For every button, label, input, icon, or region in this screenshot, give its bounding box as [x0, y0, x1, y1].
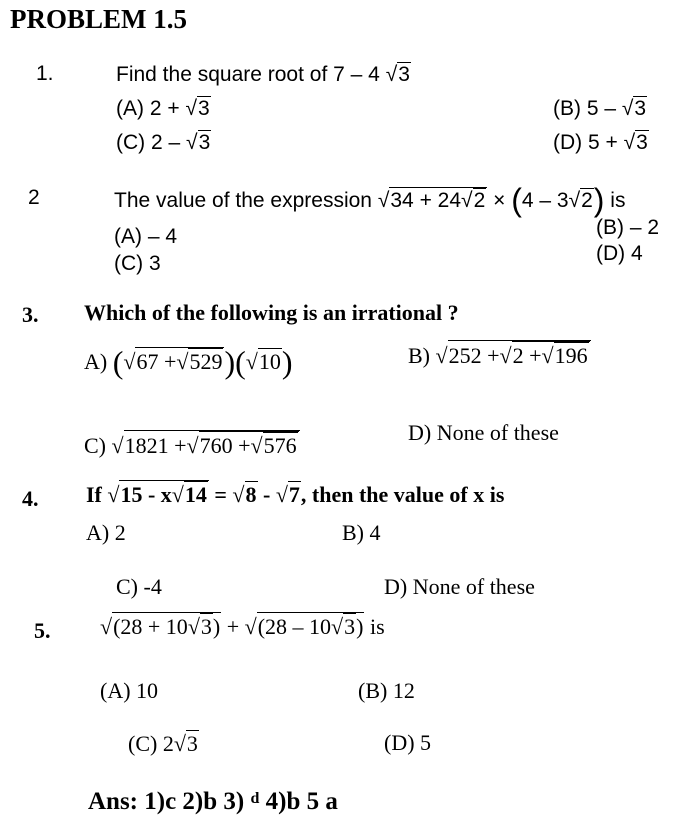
q5-number: 5. — [34, 618, 51, 643]
q4-option-b: B) 4 — [342, 520, 381, 545]
q5-option-c: (C) 2√3 — [128, 731, 198, 756]
q4-option-d: D) None of these — [384, 574, 535, 599]
q2-text: The value of the expression √34 + 24√2 × (4 – 3√2) is — [114, 182, 626, 218]
q3-option-c: C) √1821 +√760 +√576 — [84, 430, 300, 459]
q3-option-d: D) None of these — [408, 420, 559, 445]
q2-expression-radical: √34 + 24√2 — [377, 189, 486, 212]
q2-option-c: (C) 3 — [114, 252, 161, 275]
q1-option-a: (A) 2 + √3 — [116, 97, 210, 120]
q2-option-d: (D) 4 — [596, 242, 643, 265]
answers — [88, 788, 338, 816]
q4-option-a: A) 2 — [86, 520, 126, 545]
q2-text-main: The value of the expression — [114, 189, 372, 212]
q1-text-main: Find the square root of 7 – 4 — [116, 63, 380, 86]
q1-option-b: (B) 5 – √3 — [553, 97, 647, 120]
q5-option-d: (D) 5 — [384, 730, 432, 755]
q4-text: If √15 - x√14 = √8 - √7, then the value of x is — [86, 482, 505, 507]
q3-text: Which of the following is an irrational ? — [84, 300, 459, 325]
q5-option-a: (A) 10 — [100, 678, 159, 703]
q5-text: √(28 + 10√3) + √(28 – 10√3) is — [100, 614, 385, 639]
q1-option-c: (C) 2 – √3 — [116, 131, 211, 154]
q1-radical: √3 — [385, 63, 410, 86]
q4-number: 4. — [22, 486, 39, 511]
answers-part3: 4)b 5 a — [265, 788, 338, 815]
q3-option-b: B) √252 +√2 +√196 — [408, 340, 591, 369]
q2-number: 2 — [28, 186, 40, 209]
q3-option-a: A) (√67 +√529)(√10) — [84, 344, 293, 380]
q5-option-b: (B) 12 — [358, 678, 415, 703]
answers-part2: d — [250, 790, 260, 807]
q2-option-b: (B) – 2 — [596, 216, 660, 239]
q2-option-a: (A) – 4 — [114, 225, 178, 248]
q3-number: 3. — [22, 302, 39, 327]
q1-option-d: (D) 5 + √3 — [553, 131, 648, 154]
q4-option-c: C) -4 — [116, 574, 162, 599]
q1-number: 1. — [36, 62, 54, 85]
answers-part1: Ans: 1)c 2)b 3) — [88, 788, 245, 815]
q1-text — [116, 62, 411, 87]
page-title: PROBLEM 1.5 — [10, 4, 188, 34]
